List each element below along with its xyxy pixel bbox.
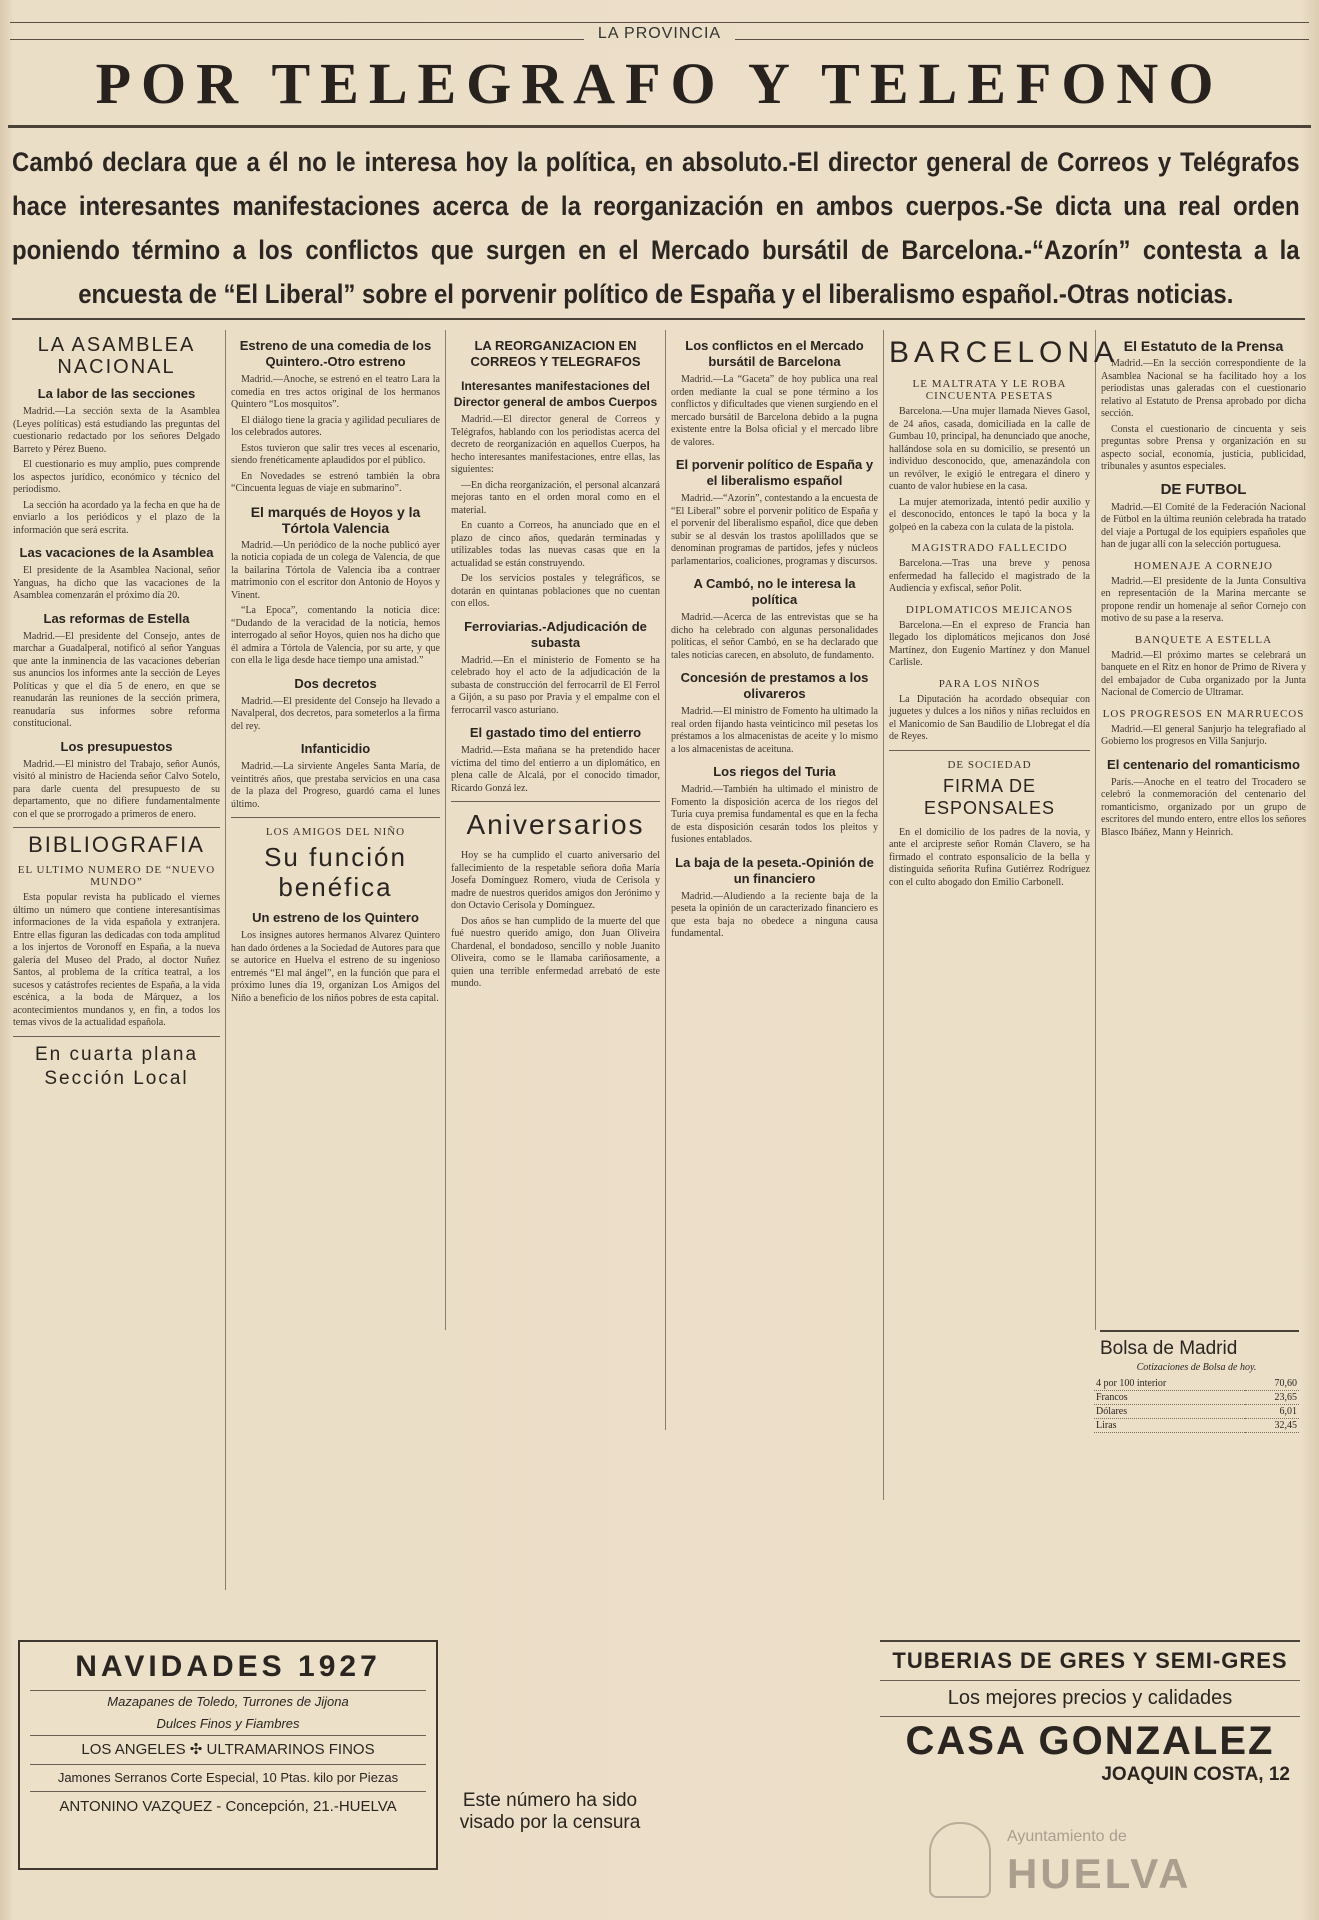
article-heading: PARA LOS NIÑOS <box>938 677 1041 690</box>
article-heading: BANQUETE A ESTELLA <box>1134 633 1273 646</box>
article-text: Madrid.—La “Gaceta” de hoy publica una real orden mediante la cual se pone término a los conflictos y dificultades que vienen surgiendo en el mercado bursátil de Barcelona debido a la pugna existente entre la Bolsa oficial y el mercado libre de valores. <box>671 374 878 448</box>
article-text: Madrid.—En la sección correspondiente de la Asamblea Nacional se ha facilitado hoy a los periodistas unas galeradas con el cuestionario relativo al Estatuto de Prensa aprobado por dicha sección. <box>1101 358 1306 419</box>
column-5 <box>884 330 1120 1330</box>
article-heading: Los conflictos en el Mercado bursátil de Barcelona <box>685 338 864 369</box>
stock-title: Bolsa de Madrid <box>1100 1330 1299 1360</box>
article-heading: DIPLOMATICOS MEJICANOS <box>905 603 1074 616</box>
article-text: Madrid.—El ministro de Fomento ha ultimado la real orden fijando hasta veinticinco mil pesetas los préstamos a los almacenistas de aceite y lo mismo a los almacenistas de aceituna. <box>671 706 878 755</box>
article-heading: El marqués de Hoyos y la Tórtola Valencia <box>250 503 421 536</box>
page-headline: POR TELEGRAFO Y TELEFONO <box>8 50 1311 128</box>
article-text: Madrid.—También ha ultimado el ministro de Fomento la disposición acerca de los riegos del Turia cuya premisa fundamental es que en la fecha de esta disposición cesarán todos los pleitos y fusiones entablados. <box>671 784 878 845</box>
masthead: LA PROVINCIA <box>584 25 735 42</box>
article-text: De los servicios postales y telegráficos, se dotarán en quintanas poblaciones que no cuentan con ellos. <box>451 573 660 609</box>
subhead-box <box>12 140 1305 320</box>
ad-line: Jamones Serranos Corte Especial, 10 Ptas. kilo por Piezas <box>30 1764 426 1791</box>
article-heading: El centenario del romanticismo <box>1107 756 1300 772</box>
section-heading: BIBLIOGRAFIA <box>28 832 205 857</box>
article-text: La Diputación ha acordado obsequiar con juguetes y dulces a los niños y niñas recluidos en el Manicomio de San Baudilio de Llobregat el día de Reyes. <box>889 693 1090 742</box>
divider <box>13 1036 220 1037</box>
stock-value: 32,45 <box>1245 1419 1299 1433</box>
stock-name: Liras <box>1094 1419 1245 1433</box>
article-text: Madrid.—El Comité de la Federación Nacional de Fútbol en la última reunión celebrada ha tratado del viaje a Portugal de los equipiers españoles que han de jugar allí con la selección portuguesa. <box>1101 501 1306 550</box>
stock-name: 4 por 100 interior <box>1094 1377 1245 1391</box>
column-4 <box>666 330 884 1500</box>
article-text: Barcelona.—En el expreso de Francia han llegado los diplomáticos mejicanos don José Martínez, don Eugenio Martínez y don Manuel Carlisle. <box>889 619 1090 668</box>
article-heading: Las vacaciones de la Asamblea <box>19 545 214 560</box>
article-text: En el domicilio de los padres de la novia, y ante el arcipreste señor Román Clavero, se ha firmado el contrato esponsalicio de la bella y distinguida señorita Rufina Gutiérrez Rodríguez con el culto abogado don Emilio Carbonell. <box>889 826 1090 888</box>
article-heading: Las reformas de Estella <box>43 610 190 626</box>
ad-line: Los mejores precios y calidades <box>880 1680 1300 1710</box>
article-text: La mujer atemorizada, intentó pedir auxilio y el desconocido, entonces le tapó la boca y la golpeó en la cabeza con la culata de la pistola. <box>889 496 1090 533</box>
watermark-line: HUELVA <box>1007 1850 1192 1897</box>
column-1 <box>8 330 226 1590</box>
ad-line: Dulces Finos y Fiambres <box>156 1716 300 1731</box>
article-text: Los insignes autores hermanos Alvarez Quintero han dado órdenes a la Sociedad de Autores para que se autorice en Huelva el estreno de su ingenioso entremés “El mal ángel”, en la función que para el próximo lunes día 19, organizan Los Amigos del Niño a beneficio de los niños pobres de esta capital. <box>231 930 440 1004</box>
ad-line: ANTONINO VAZQUEZ - Concepción, 21.-HUELVA <box>30 1791 426 1822</box>
ad-line: LOS ANGELES ✣ ULTRAMARINOS FINOS <box>30 1735 426 1764</box>
article-heading: Los riegos del Turia <box>713 764 836 779</box>
article-text: Madrid.—Aludiendo a la reciente baja de la peseta la opinión de un caracterizado financiero es que esta baja no obedece a ninguna causa fundamental. <box>671 890 878 939</box>
article-text: En cuanto a Correos, ha anunciado que en el plazo de cinco años, quedarán terminadas y utilizables todas las nuevas casas que en la actualidad se están construyendo. <box>451 520 660 569</box>
article-heading: HOMENAJE A CORNEJO <box>1133 559 1273 572</box>
article-heading: DE SOCIEDAD <box>947 758 1032 771</box>
article-text: El diálogo tiene la gracia y agilidad peculiares de los celebrados autores. <box>231 414 440 438</box>
stock-name: Dólares <box>1094 1405 1245 1419</box>
article-heading: EL ULTIMO NUMERO DE “NUEVO MUNDO” <box>17 864 216 888</box>
ad-line: CASA GONZALEZ <box>880 1716 1300 1764</box>
article-heading: DE FUTBOL <box>1160 480 1247 498</box>
column-2 <box>226 330 446 1330</box>
ad-casa-gonzalez <box>880 1640 1300 1820</box>
ad-title: NAVIDADES 1927 <box>75 1650 381 1683</box>
divider <box>13 827 220 828</box>
article-text: Madrid.—El presidente del Consejo ha llevado a Navalperal, dos decretos, para someterlos a la firma del rey. <box>231 695 440 732</box>
article-heading: El porvenir político de España y el liberalismo español <box>675 457 874 488</box>
article-text: Hoy se ha cumplido el cuarto aniversario del fallecimiento de la respetable señora doña María Josefa Domínguez Romero, viuda de Cerisola y madre de nuestros queridos amigos don Jerónimo y don Octavio Cerisola y Domínguez. <box>451 850 660 911</box>
stock-row <box>1094 1405 1299 1419</box>
city-seal-icon <box>929 1822 991 1898</box>
article-heading: Su función benéfica <box>264 842 407 902</box>
stock-row <box>1094 1419 1299 1433</box>
divider <box>231 817 440 818</box>
article-text: Madrid.—El presidente de la Junta Consultiva en representación de la Marina mercante se propone rendir un homenaje al señor Cornejo con motivo de su pase a la reserva. <box>1101 575 1306 624</box>
stock-value: 23,65 <box>1245 1391 1299 1405</box>
stock-quotes <box>1094 1330 1299 1450</box>
article-text: En Novedades se estrenó también la obra “Cincuenta leguas de viaje en submarino”. <box>231 470 440 494</box>
article-heading: LE MALTRATA Y LE ROBA CINCUENTA PESETAS <box>912 378 1067 402</box>
article-text: Madrid.—El director general de Correos y Telégrafos, hablando con los periodistas acerca del decreto de reorganización en aquellos Cuerpos, ha hecho interesantes manifestaciones, entre ellas, las siguientes: <box>451 414 660 475</box>
article-heading: LOS AMIGOS DEL NIÑO <box>265 826 406 838</box>
article-heading: Concesión de prestamos a los olivareros <box>680 670 869 701</box>
ad-line: Mazapanes de Toledo, Turrones de Jijona <box>30 1690 426 1713</box>
divider <box>451 801 660 802</box>
stock-value: 6,01 <box>1245 1405 1299 1419</box>
article-heading: LA REORGANIZACION EN CORREOS Y TELEGRAFOS <box>470 338 641 369</box>
article-text: Madrid.—El presidente del Consejo, antes de marchar a Guadalperal, notificó al señor Yanguas que ante la inminencia de las vacaciones deberían sus anuncios los informes ante la sección de Leyes Políticas y que el día 5 de enero, en que se reanudarán las reuniones de la sección primera, reanudaría sus informes sobre reforma constitucional. <box>13 630 220 729</box>
stock-row <box>1094 1391 1299 1405</box>
article-text: Madrid.—Esta mañana se ha pretendido hacer víctima del timo del entierro a un diplomático, en plena calle de Alcalá, por el conocido timador, Ricardo Gonzá lez. <box>451 745 660 794</box>
column-3 <box>446 330 666 1430</box>
article-text: Madrid.—La sección sexta de la Asamblea (Leyes políticas) está estudiando las preguntas del cuestionario redactado por los señores Delgado Barreto y Pérez Bueno. <box>13 406 220 455</box>
divider <box>889 750 1090 751</box>
subhead: Cambó declara que a él no le interesa hoy la política, en absoluto.-El director general de Correos y Telégrafos hace interesantes manifestaciones acerca de la reorganización en ambos cuerpos.-Se dicta una real orden poniendo término a los conflictos que surgen en el Mercado bursátil de Barcelona.-“Azorín” contesta a la encuesta de “El Liberal” sobre el porvenir político de España y el liberalismo español.-Otras noticias. <box>12 147 1300 309</box>
stock-row <box>1094 1377 1299 1391</box>
article-heading: LOS PROGRESOS EN MARRUECOS <box>1102 707 1305 720</box>
article-text: Madrid.—El ministro del Trabajo, señor Aunós, visitó al ministro de Hacienda señor Calvo Sotelo, para darle cuenta del presupuesto de su departamento, que no difiere fundamentalmente con el que se prorrogado a primeros de enero. <box>13 758 220 820</box>
article-heading: El gastado timo del entierro <box>469 725 642 740</box>
article-heading: Aniversarios <box>466 809 645 840</box>
stock-value: 70,60 <box>1245 1377 1299 1391</box>
article-heading: MAGISTRADO FALLECIDO <box>911 542 1068 554</box>
article-heading: A Cambó, no le interesa la política <box>693 576 856 607</box>
stock-table <box>1094 1377 1299 1433</box>
article-heading: Dos decretos <box>294 675 377 691</box>
article-heading: Ferroviarias.-Adjudicación de subasta <box>464 618 647 650</box>
article-text: Madrid.—“Azorín”, contestando a la encuesta de “El Liberal” sobre el porvenir político de España y el porvenir del liberalismo español, dice que deben subir se al desván los trastos apolillados que se denominan programas de partidos, jefes y núcleos parlamentarios, coaliciones, programas y discursos. <box>671 493 878 567</box>
article-text: Barcelona.—Una mujer llamada Nieves Gasol, de 24 años, casada, domiciliada en la calle de Gumbau 10, principal, ha denunciado que anoche, hallándose sola en su domicilio, se presentó un individuo desconocido, que, amenazándola con un revólver, le exigió le entregara el dinero y cuanto de valor hubiese en la casa. <box>889 406 1090 492</box>
article-heading: Los presupuestos <box>60 738 173 754</box>
article-text: El cuestionario es muy amplio, pues comprende los aspectos jurídico, económico y técnico del periodismo. <box>13 459 220 495</box>
stock-name: Francos <box>1094 1391 1245 1405</box>
article-text: Madrid.—El próximo martes se celebrará un banquete en el Ritz en honor de Primo de Rivera y del embajador de Cuba organizado por la Junta Nacional de Comercio de Ultramar. <box>1101 649 1306 698</box>
watermark-line: Ayuntamiento de <box>1007 1828 1127 1845</box>
ad-line: JOAQUIN COSTA, 12 <box>1101 1764 1290 1785</box>
article-text: Consta el cuestionario de cincuenta y seis preguntas sobre Prensa y organización en su aspecto social, economía, justicia, publicidad, tribunales y asuntos especiales. <box>1101 423 1306 472</box>
article-text: Madrid.—La sirviente Angeles Santa María, de veintitrés años, que prestaba servicios en una casa de la plaza del Progreso, guardó cama el lunes último. <box>231 761 440 810</box>
article-text: “La Epoca”, comentando la noticia dice: “Dudando de la veracidad de la noticia, hemos interrogado al señor Hoyos, quien nos ha dicho que él admira a Tórtola de Valencia, por su arte, y que con ella le liga desde hace tiempo una amistad.” <box>231 605 440 666</box>
article-heading: El Estatuto de la Prensa <box>1123 338 1284 354</box>
article-text: Barcelona.—Tras una breve y penosa enfermedad ha fallecido el magistrado de la Audiencia y exfiscal, señor Polit. <box>889 558 1090 594</box>
article-heading: Infanticidio <box>300 741 371 756</box>
section-heading: LA ASAMBLEA NACIONAL <box>37 334 196 378</box>
section-notice: En cuarta plana Sección Local <box>34 1043 199 1089</box>
article-heading: Un estreno de los Quintero <box>252 910 419 925</box>
ad-line: TUBERIAS DE GRES Y SEMI-GRES <box>880 1640 1300 1674</box>
article-text: Estos tuvieron que salir tres veces al escenario, siendo frenéticamente aplaudidos por el público. <box>231 442 440 466</box>
article-text: Madrid.—Un periódico de la noche publicó ayer la noticia copiada de un colega de Valencia, de que la bailarina Tórtola de Valencia iba a contraer matrimonio con el escritor don Antonio de Hoyos y Vinent. <box>231 539 440 601</box>
article-text: La sección ha acordado ya la fecha en que ha de enviarlo a los periódicos y el plazo de la información que será escrita. <box>13 499 220 536</box>
article-heading: La baja de la peseta.-Opinión de un financiero <box>675 854 874 886</box>
article-text: Madrid.—En el ministerio de Fomento se ha celebrado hoy el acto de la adjudicación de la subasta de construcción del ferrocarril de El Ferrol a Gijón, a su paso por Pravia y el empalme con el ferrocarril vasco asturiano. <box>451 654 660 716</box>
masthead-rule <box>10 22 1309 40</box>
article-text: Dos años se han cumplido de la muerte del que fué nuestro querido amigo, don Juan Oliveira Chardenal, el bondadoso, sencillo y noble Juanito Oliveira, como se le llamaba cariñosamente, a quien una terrible enfermedad arrebató de este mundo. <box>451 915 660 989</box>
stock-subtitle: Cotizaciones de Bolsa de hoy. <box>1136 1362 1257 1373</box>
ad-navidades <box>18 1640 438 1870</box>
censorship-notice: Este número ha sido visado por la censura <box>459 1790 641 1833</box>
article-heading: Interesantes manifestaciones del Director general de ambos Cuerpos <box>453 379 658 409</box>
article-text: Madrid.—Acerca de las entrevistas que se ha dicho ha celebrado con algunas personalidades políticas, el señor Cambó, en se ha declarado que tales noticias carecen, en absoluto, de fundamento. <box>671 612 878 661</box>
article-text: París.—Anoche en el teatro del Trocadero se celebró la conmemoración del centenario del romanticismo, organizado por un grupo de escritores del mundo entero, entre ellos los señores Blasco Ibáñez, Mann y Heinrich. <box>1101 776 1306 838</box>
article-text: Madrid.—El general Sanjurjo ha telegrafiado al Gobierno los progresos en Villa Sanjurjo. <box>1101 723 1306 747</box>
article-heading: FIRMA DE ESPONSALES <box>923 775 1056 818</box>
column-6 <box>1096 330 1311 1320</box>
archive-watermark <box>929 1814 1259 1906</box>
article-text: —En dicha reorganización, el personal alcanzará mejoras tanto en el orden moral como en el material. <box>451 479 660 516</box>
section-heading: BARCELONA <box>889 336 1120 369</box>
article-heading: Estreno de una comedia de los Quintero.-Otro estreno <box>239 338 432 369</box>
article-text: El presidente de la Asamblea Nacional, señor Yanguas, ha dicho que las vacaciones de la Asamblea comenzarán el próximo día 20. <box>13 565 220 601</box>
article-text: Madrid.—Anoche, se estrenó en el teatro Lara la comedia en tres actos original de los hermanos Quintero “Los mosquitos”. <box>231 374 440 410</box>
article-heading: La labor de las secciones <box>37 386 196 401</box>
article-text: Esta popular revista ha publicado el viernes último un número que contiene interesantísimas informaciones de la vida española y extranjera. Entre ellas figuran las dedicadas con toda amplitud a los injertos de Voronoff en España, a la nueva galería del Museo del Prado, al doctor Nuñez Santos, al problema de la crítica teatral, a los sucesos y catástrofes recientes de España, a la vida escénica, a la boda de Márquez, a los acontecimientos mundanos y, en fin, a todos los temas vivos de la actualidad española. <box>13 892 220 1028</box>
